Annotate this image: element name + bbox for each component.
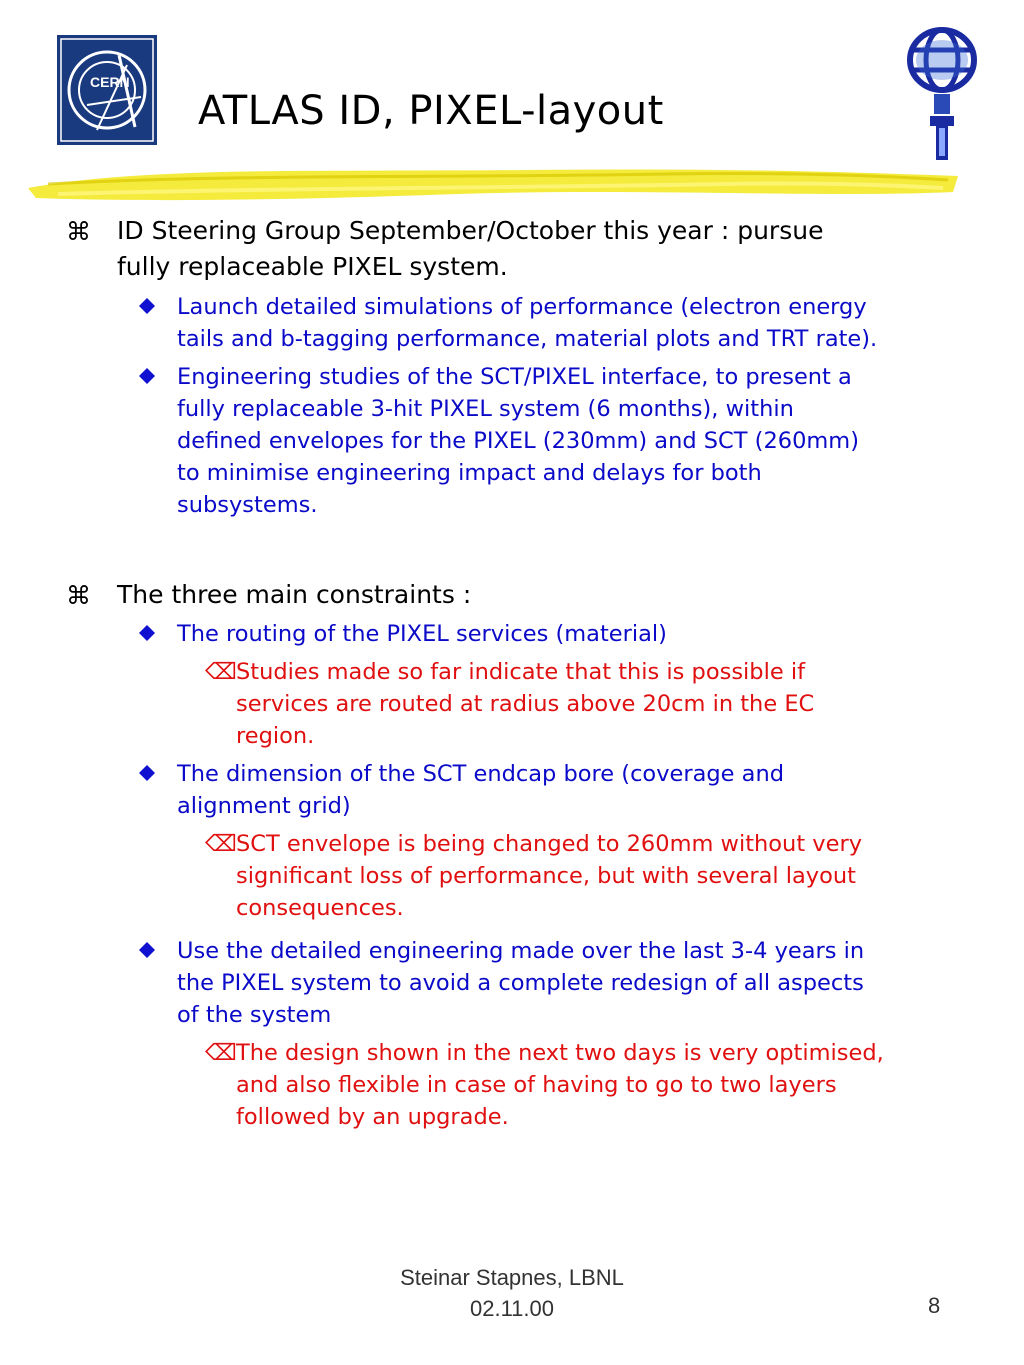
diamond-icon <box>138 941 156 963</box>
subsubbullet-routing-studies: Studies made so far indicate that this is possible if services are routed at radius above 20cm in the EC region. <box>236 659 815 749</box>
footer-date: 02.11.00 <box>469 1296 554 1321</box>
diamond-icon <box>138 624 156 646</box>
atlas-logo <box>904 24 980 164</box>
subbullet-simulations: Launch detailed simulations of performance (electron energy tails and b-tagging performance, material plots and TRT rate). <box>177 294 878 352</box>
erase-key-icon: ⌫ <box>205 1040 237 1066</box>
subbullet-routing: The routing of the PIXEL services (material) <box>177 621 667 647</box>
cern-logo <box>57 35 157 145</box>
subbullet-sct-endcap-bore: The dimension of the SCT endcap bore (coverage and alignment grid) <box>177 761 785 819</box>
diamond-icon <box>138 367 156 389</box>
erase-key-icon: ⌫ <box>205 831 237 857</box>
footer-author-date <box>0 1262 1024 1324</box>
subsubbullet-sct-envelope: SCT envelope is being changed to 260mm without very significant loss of performance, but with several layout consequences. <box>236 831 863 921</box>
title-underline <box>28 158 958 208</box>
subbullet-engineering-studies: Engineering studies of the SCT/PIXEL interface, to present a fully replaceable 3-hit PIXEL system (6 months), within defined envelopes for the PIXEL (230mm) and SCT (260mm) to minimise engineering impact and delays for both subsystems. <box>177 364 859 518</box>
diamond-icon <box>138 297 156 319</box>
diamond-icon <box>138 764 156 786</box>
bullet-three-constraints: The three main constraints : <box>117 580 472 609</box>
subsubbullet-design-optimised: The design shown in the next two days is very optimised, and also flexible in case of having to go to two layers followed by an upgrade. <box>236 1040 884 1130</box>
page-title: ATLAS ID, PIXEL-layout <box>198 88 664 134</box>
page-number: 8 <box>928 1293 941 1318</box>
subbullet-detailed-engineering: Use the detailed engineering made over the last 3-4 years in the PIXEL system to avoid a complete redesign of all aspects of the system <box>177 938 865 1028</box>
command-key-icon: ⌘ <box>66 217 91 246</box>
erase-key-icon: ⌫ <box>205 659 237 685</box>
cern-logo-text: CERN <box>90 74 130 90</box>
footer-author: Steinar Stapnes, LBNL <box>400 1265 624 1290</box>
command-key-icon: ⌘ <box>66 581 91 610</box>
bullet-steering-group: ID Steering Group September/October this year : pursue fully replaceable PIXEL system. <box>117 216 824 281</box>
